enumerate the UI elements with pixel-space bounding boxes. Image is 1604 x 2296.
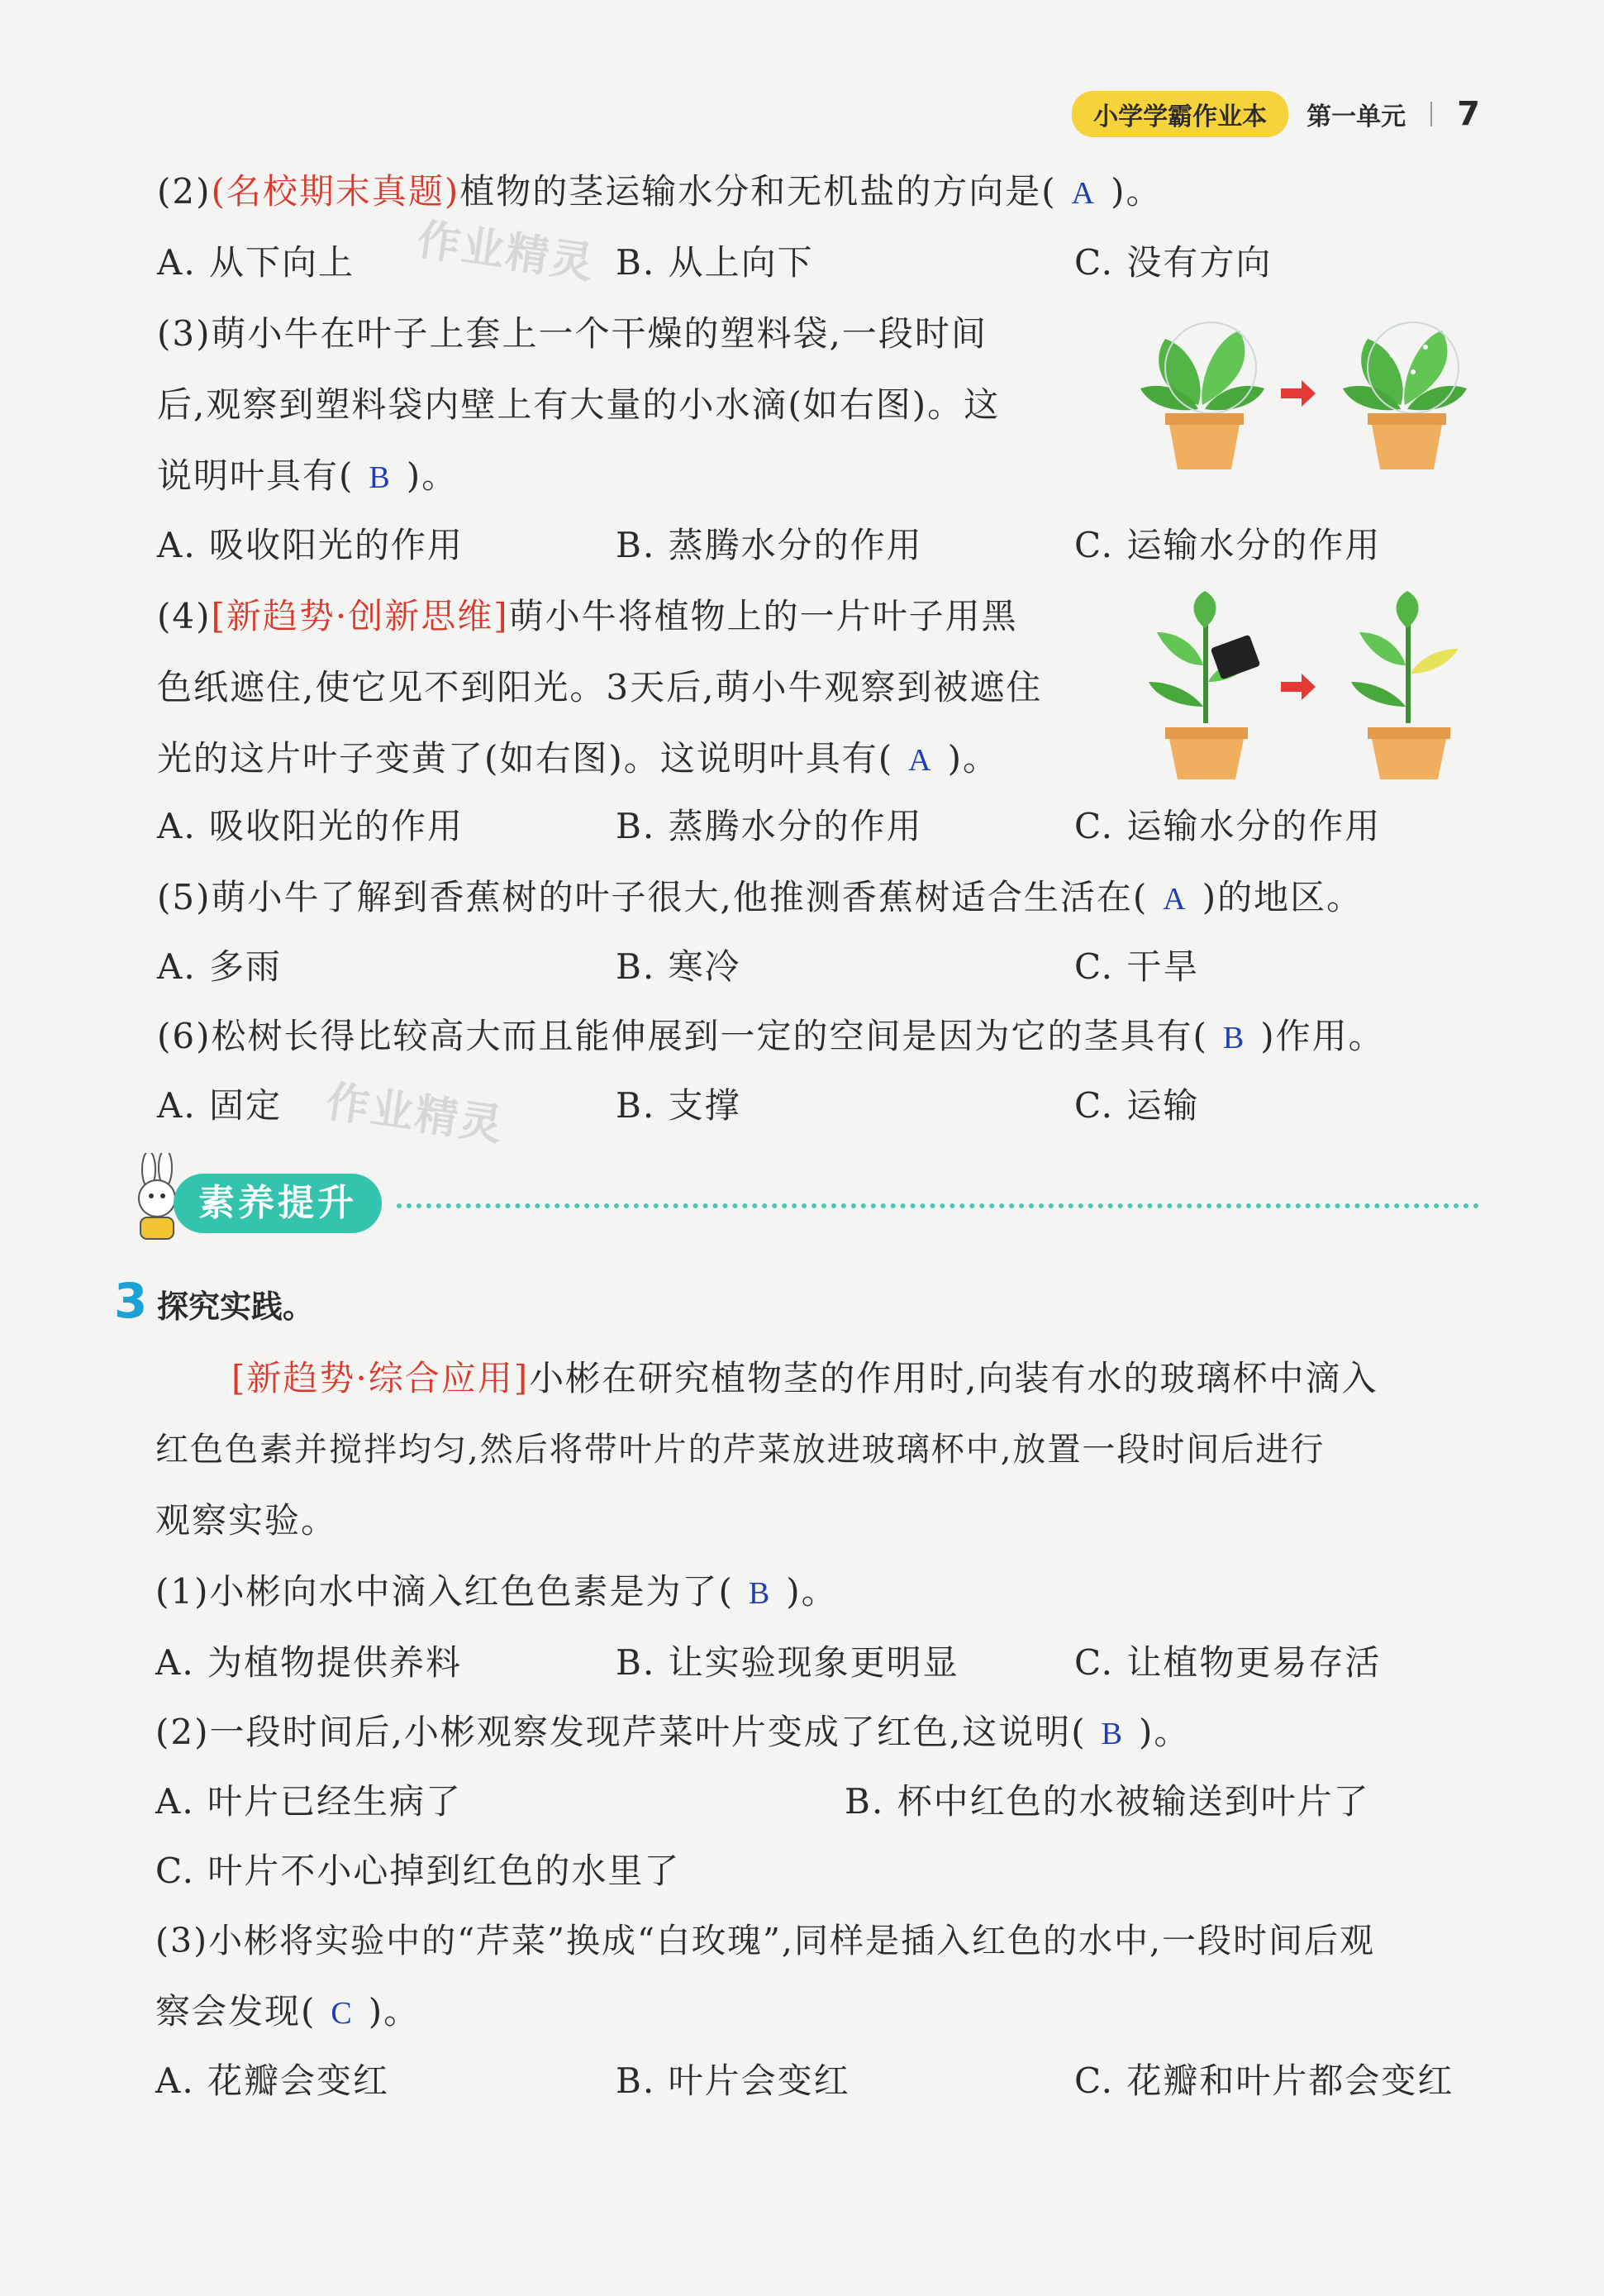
- arrow-icon: [1281, 674, 1316, 700]
- question-tag: (名校期末真题): [211, 171, 460, 212]
- answer: B: [1222, 1021, 1246, 1055]
- question-6: (6)松树长得比较高大而且能伸展到一定的空间是因为它的茎具有( B )作用。: [157, 1013, 1385, 1061]
- plant-icon: [1351, 591, 1459, 779]
- dotted-divider: [397, 1203, 1479, 1208]
- answer: B: [1101, 1717, 1124, 1751]
- option-c: C. 花瓣和叶片都会变红: [1074, 2060, 1454, 2101]
- option-a: A. 吸收阳光的作用: [157, 525, 464, 565]
- plant-cover-illustration: [1132, 591, 1479, 781]
- question-3-line: 后,观察到塑料袋内壁上有大量的小水滴(如右图)。这: [157, 384, 1001, 425]
- question-4-line: (4)[新趋势·创新思维]萌小牛将植物上的一片叶子用黑: [157, 596, 1018, 636]
- intro-line: 观察实验。: [155, 1500, 338, 1541]
- option-b: B. 杯中红色的水被输送到叶片了: [845, 1781, 1370, 1822]
- sub-question-3-line: 察会发现( C )。: [155, 1989, 420, 2036]
- question-tag: [新趋势·综合应用]: [231, 1358, 530, 1398]
- page-number: 7: [1457, 95, 1480, 133]
- option-c: C. 让植物更易存活: [1074, 1642, 1382, 1683]
- option-a: A. 吸收阳光的作用: [157, 806, 464, 846]
- watermark: 作业精灵: [323, 1077, 507, 1151]
- question-3-line: (3)萌小牛在叶子上套上一个干燥的塑料袋,一段时间: [157, 313, 988, 354]
- question-title: 探究实践。: [157, 1289, 315, 1325]
- question-5: (5)萌小牛了解到香蕉树的叶子很大,他推测香蕉树适合生活在( A )的地区。: [157, 874, 1363, 922]
- option-a: A. 从下向上: [157, 242, 355, 283]
- sub-question-1: (1)小彬向水中滴入红色色素是为了( B )。: [155, 1569, 838, 1617]
- option-b: B. 叶片会变红: [616, 2060, 850, 2101]
- option-b: B. 蒸腾水分的作用: [616, 525, 923, 565]
- option-c: C. 运输水分的作用: [1074, 806, 1382, 846]
- header-divider: [1430, 102, 1432, 126]
- answer: A: [1163, 882, 1188, 917]
- answer: A: [908, 743, 933, 778]
- watermark: 作业精灵: [414, 215, 598, 289]
- option-b: B. 从上向下: [616, 242, 814, 283]
- question-number: 3: [114, 1273, 148, 1329]
- option-a: A. 固定: [157, 1085, 283, 1126]
- intro-line: 红色色素并搅拌均匀,然后将带叶片的芹菜放进玻璃杯中,放置一段时间后进行: [155, 1431, 1326, 1469]
- option-b: B. 蒸腾水分的作用: [616, 806, 923, 846]
- plant-icon: [1343, 322, 1467, 469]
- question-4-line: 色纸遮住,使它见不到阳光。3天后,萌小牛观察到被遮住: [157, 667, 1043, 707]
- intro-line: [新趋势·综合应用]小彬在研究植物茎的作用时,向装有水的玻璃杯中滴入: [231, 1358, 1378, 1398]
- question-3-line: 说明叶具有( B )。: [157, 453, 458, 501]
- option-a: A. 花瓣会变红: [155, 2060, 390, 2101]
- plant-icon: [1140, 322, 1264, 469]
- option-c: C. 运输: [1074, 1085, 1200, 1126]
- option-b: B. 寒冷: [616, 946, 741, 987]
- answer: B: [748, 1576, 772, 1611]
- question-tag: [新趋势·创新思维]: [211, 596, 509, 636]
- answer: B: [369, 460, 392, 495]
- option-c: C. 叶片不小心掉到红色的水里了: [155, 1851, 681, 1891]
- unit-label: 第一单元: [1307, 102, 1406, 131]
- page-header: [1072, 93, 1480, 136]
- plant-icon: [1149, 591, 1260, 779]
- option-c: C. 没有方向: [1074, 242, 1273, 283]
- option-b: B. 让实验现象更明显: [616, 1642, 959, 1683]
- plant-bag-illustration: [1132, 306, 1479, 471]
- answer: C: [331, 1996, 354, 2031]
- option-c: C. 干旱: [1074, 946, 1200, 987]
- sub-question-3-line: (3)小彬将实验中的“芹菜”换成“白玫瑰”,同样是插入红色的水中,一段时间后观: [155, 1921, 1375, 1960]
- option-a: A. 叶片已经生病了: [155, 1781, 463, 1822]
- option-a: A. 多雨: [157, 946, 283, 987]
- answer: A: [1071, 176, 1097, 211]
- option-c: C. 运输水分的作用: [1074, 525, 1382, 565]
- section-banner: 素养提升: [174, 1174, 382, 1233]
- option-a: A. 为植物提供养料: [155, 1642, 463, 1683]
- option-b: B. 支撑: [616, 1085, 741, 1126]
- book-title: 小学学霸作业本: [1072, 91, 1288, 137]
- sub-question-2: (2)一段时间后,小彬观察发现芹菜叶片变成了红色,这说明( B )。: [155, 1709, 1190, 1757]
- question-2: (2)(名校期末真题)植物的茎运输水分和无机盐的方向是( A )。: [157, 169, 1163, 217]
- question-4-line: 光的这片叶子变黄了(如右图)。这说明叶具有( A )。: [157, 736, 999, 784]
- arrow-icon: [1281, 380, 1316, 407]
